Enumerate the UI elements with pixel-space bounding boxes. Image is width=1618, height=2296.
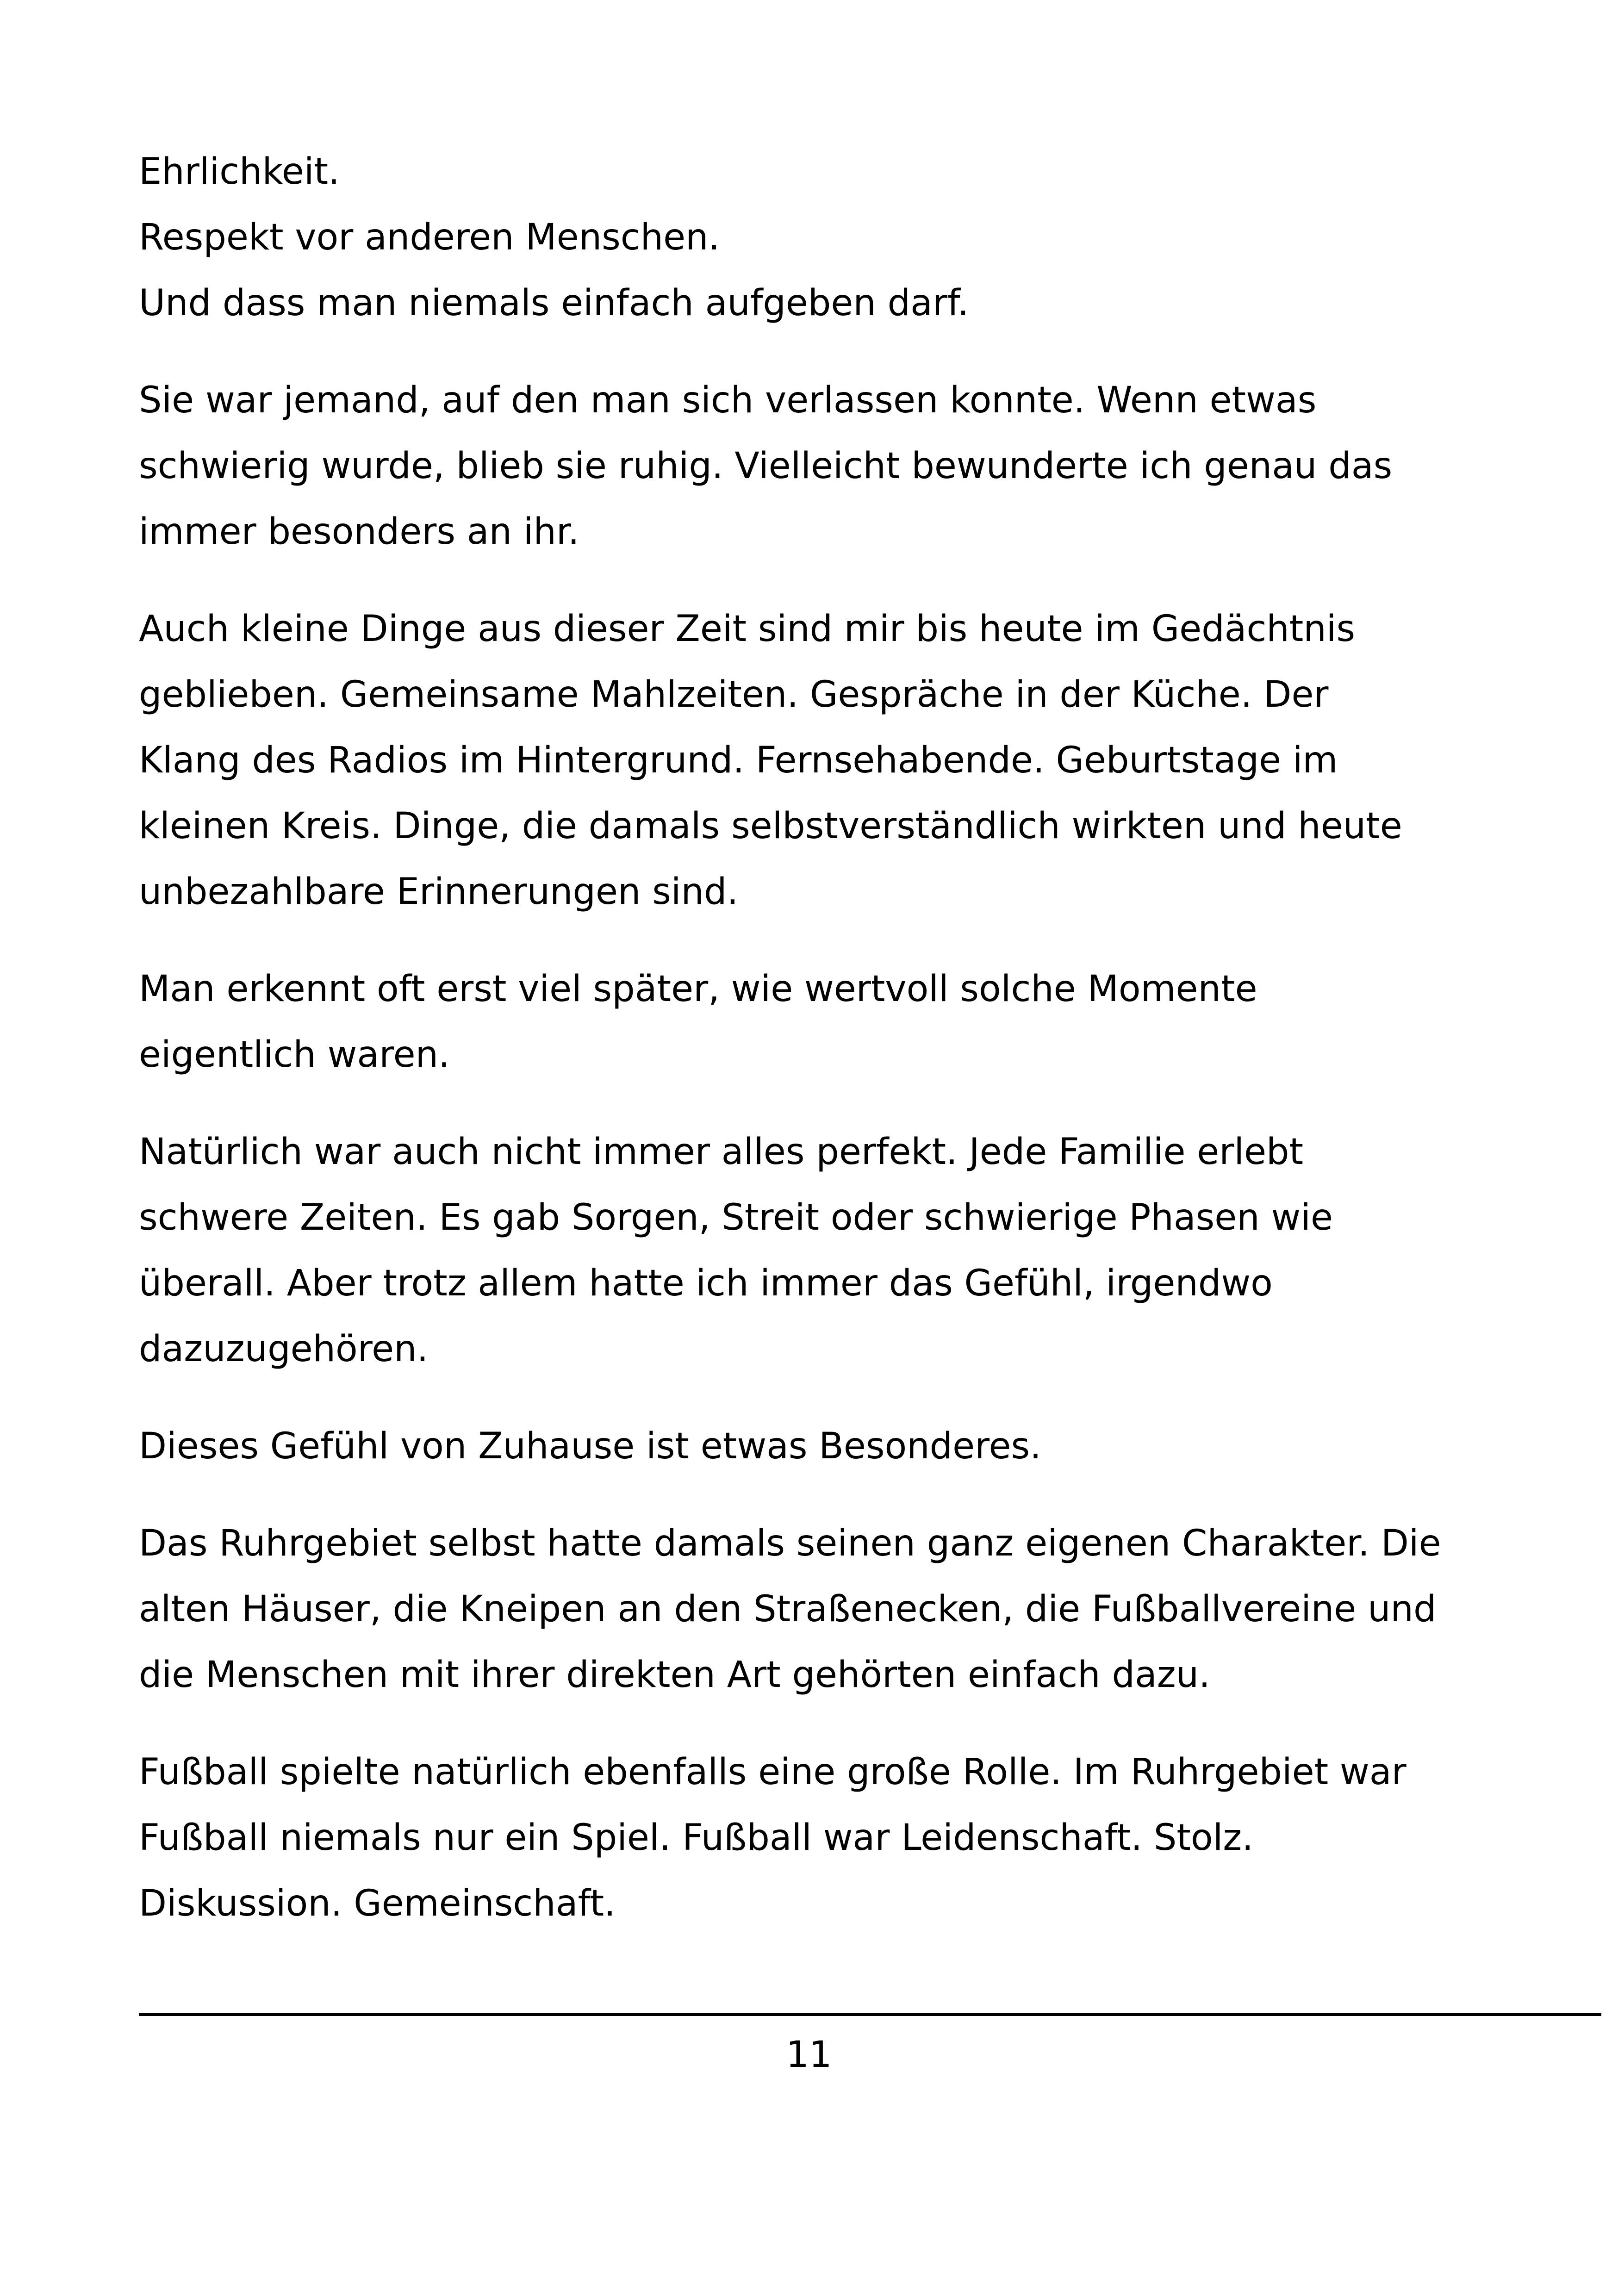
paragraph xyxy=(139,596,1527,925)
text-line: Sie war jemand, auf den man sich verlassen konnte. Wenn etwas xyxy=(139,380,1317,421)
text-line: überall. Aber trotz allem hatte ich immer das Gefühl, irgendwo xyxy=(139,1263,1273,1304)
text-line: geblieben. Gemeinsame Mahlzeiten. Gespräche in der Küche. Der xyxy=(139,674,1329,716)
paragraph xyxy=(139,1119,1527,1382)
paragraph xyxy=(139,1413,1527,1479)
paragraph xyxy=(139,367,1527,565)
text-line: Und dass man niemals einfach aufgeben darf. xyxy=(139,282,969,324)
text-line: eigentlich waren. xyxy=(139,1034,450,1076)
text-line: Fußball spielte natürlich ebenfalls eine große Rolle. Im Ruhrgebiet war xyxy=(139,1751,1406,1793)
text-line: Klang des Radios im Hintergrund. Fernsehabende. Geburtstage im xyxy=(139,740,1338,781)
footer-divider xyxy=(139,2013,1601,2016)
text-line: Natürlich war auch nicht immer alles perfekt. Jede Familie erlebt xyxy=(139,1131,1304,1173)
paragraph xyxy=(139,1739,1527,1936)
text-line: Auch kleine Dinge aus dieser Zeit sind mir bis heute im Gedächtnis xyxy=(139,608,1356,650)
text-line: Fußball niemals nur ein Spiel. Fußball war Leidenschaft. Stolz. xyxy=(139,1817,1254,1859)
text-line: dazuzugehören. xyxy=(139,1328,429,1370)
text-line: Das Ruhrgebiet selbst hatte damals seinen ganz eigenen Charakter. Die xyxy=(139,1523,1441,1564)
text-line: Dieses Gefühl von Zuhause ist etwas Besonderes. xyxy=(139,1425,1041,1467)
text-line: alten Häuser, die Kneipen an den Straßenecken, die Fußballvereine und xyxy=(139,1588,1437,1630)
text-line: Ehrlichkeit. xyxy=(139,151,340,193)
text-line: schwere Zeiten. Es gab Sorgen, Streit oder schwierige Phasen wie xyxy=(139,1197,1333,1238)
body-text xyxy=(139,139,1527,1968)
text-line: Respekt vor anderen Menschen. xyxy=(139,217,720,258)
text-line: die Menschen mit ihrer direkten Art gehörten einfach dazu. xyxy=(139,1654,1210,1696)
paragraph xyxy=(139,139,1527,336)
text-line: unbezahlbare Erinnerungen sind. xyxy=(139,871,739,913)
text-line: Diskussion. Gemeinschaft. xyxy=(139,1883,616,1924)
text-line: Man erkennt oft erst viel später, wie wertvoll solche Momente xyxy=(139,968,1257,1010)
text-line: schwierig wurde, blieb sie ruhig. Vielleicht bewunderte ich genau das xyxy=(139,445,1393,487)
page-number: 11 xyxy=(786,2034,832,2076)
paragraph xyxy=(139,1511,1527,1708)
text-line: immer besonders an ihr. xyxy=(139,511,579,553)
text-line: kleinen Kreis. Dinge, die damals selbstverständlich wirkten und heute xyxy=(139,805,1402,847)
paragraph xyxy=(139,956,1527,1088)
